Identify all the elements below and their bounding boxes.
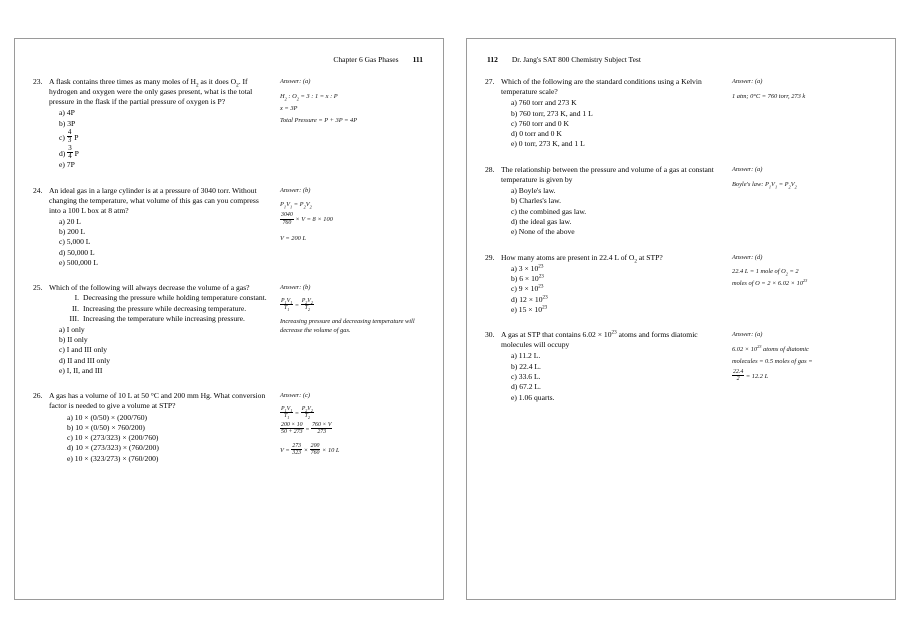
roman-text: Increasing the temperature while increasing pressure. (83, 313, 245, 323)
answer-label: Answer: (a) (732, 331, 763, 339)
answer-choice[interactable]: b) Charles's law. (511, 196, 562, 206)
question-block (35, 283, 423, 376)
question-number: 30. (485, 330, 495, 340)
answer-choice[interactable]: d) $\frac{3}{4}$ P (59, 143, 79, 160)
question-column (487, 330, 724, 403)
answer-work-line: $\frac{3040}{760}$ × V = 8 × 100 (281, 212, 333, 226)
roman-text: Increasing the pressure while decreasing temperature. (83, 303, 247, 313)
answer-work-line: Boyle's law: $P_1V_1 = P_2V_2$ (732, 180, 797, 189)
answer-choice-list (49, 325, 272, 377)
answer-label: Answer: (a) (280, 78, 311, 85)
answer-choice[interactable]: b) 22.4 L. (511, 361, 541, 371)
answer-choice[interactable]: d) II and III only (59, 355, 111, 365)
question-block (35, 391, 423, 464)
answer-choice[interactable]: a) I only (59, 324, 85, 334)
answer-choice[interactable]: d) 10 × (273/323) × (760/200) (67, 443, 159, 453)
question-column (35, 283, 272, 376)
roman-text: Decreasing the pressure while holding temperature constant. (83, 293, 267, 303)
question-block (35, 186, 423, 269)
question-block (35, 77, 423, 171)
answer-column (724, 77, 874, 150)
answer-label: Answer: (c) (280, 392, 310, 400)
answer-choice[interactable]: c) 5,000 L (59, 237, 91, 247)
answer-label: Answer: (b) (280, 186, 311, 194)
question-text: A gas at STP that contains $6.02 \times 10^{23}$ atoms and forms diatomic molecules will occupy (501, 329, 698, 350)
right-page (466, 38, 896, 600)
answer-choice[interactable]: b) 10 × (0/50) × 760/200) (67, 422, 145, 432)
question-block (487, 330, 875, 403)
roman-statement (65, 293, 272, 303)
answer-work-line: 1 atm; 0°C = 760 torr, 273 k (732, 92, 806, 100)
question-column (35, 391, 272, 464)
question-number: 26. (33, 391, 43, 401)
answer-choice[interactable]: e) $15 \times 10^{23}$ (511, 304, 548, 314)
answer-choice[interactable]: e) 7P (59, 160, 75, 170)
left-page-header (35, 53, 423, 67)
answer-choice[interactable]: c) 760 torr and 0 K (511, 118, 569, 128)
answer-work-line: $\frac{P_1V_1}{T_1}$ = $\frac{P_2V_2}{T_2}$ (281, 298, 313, 313)
left-page (14, 38, 444, 600)
answer-choice[interactable]: e) None of the above (511, 227, 575, 237)
answer-choice[interactable]: e) 10 × (323/273) × (760/200) (67, 453, 159, 463)
answer-choice-list (501, 351, 724, 403)
page-number: 112 (487, 55, 498, 64)
answer-work-line: $P_1V_1 = P_2V_2$ (280, 201, 312, 210)
answer-work-line: $\frac{200 \times 10}{50 + 273}$ = $\frac{760 \times V}{273}$ (281, 421, 332, 435)
answer-column (724, 165, 874, 238)
answer-choice[interactable]: e) 0 torr, 273 K, and 1 L (511, 139, 585, 149)
answer-work-line: $\frac{P_1V_1}{T_1}$ = $\frac{P_2V_2}{T_2}$ (281, 406, 313, 421)
question-text: A gas has a volume of 10 L at 50 °C and 200 mm Hg. What conversion factor is needed to give a volume at STP? (49, 391, 266, 411)
question-number: 25. (33, 283, 43, 293)
answer-label: Answer: (b) (280, 284, 311, 292)
answer-column (724, 330, 874, 403)
answer-work-line: moles of $O = 2 \times 6.02 \times 10^{23}$ (732, 278, 808, 288)
answer-label: Answer: (a) (732, 165, 763, 173)
answer-choice[interactable]: d) the ideal gas law. (511, 216, 572, 226)
answer-choice[interactable]: e) 1.06 quarts. (511, 392, 555, 402)
answer-choice-list (501, 264, 724, 316)
answer-choice-list (501, 98, 724, 150)
roman-statement (65, 314, 272, 324)
answer-column (724, 253, 874, 316)
book-title: Dr. Jang's SAT 800 Chemistry Subject Test (511, 55, 641, 64)
question-text: Which of the following will always decrease the volume of a gas? (49, 283, 250, 293)
left-question-list (35, 77, 423, 464)
chapter-title: Chapter 6 Gas Phases (333, 55, 399, 64)
question-column (35, 77, 272, 171)
answer-choice-list (49, 217, 272, 269)
answer-choice[interactable]: a) $3 \times 10^{23}$ (511, 263, 544, 273)
answer-choice[interactable]: d) 67.2 L. (511, 382, 541, 392)
answer-choice[interactable]: c) $\frac{4}{3}$ P (59, 127, 79, 145)
answer-choice[interactable]: e) I, II, and III (59, 366, 103, 375)
answer-choice[interactable]: a) 10 × (0/50) × (200/760) (67, 412, 148, 422)
answer-choice[interactable]: c) 33.6 L. (511, 371, 541, 381)
answer-choice[interactable]: e) 500,000 L (59, 258, 99, 268)
answer-choice[interactable]: a) Boyle's law. (511, 185, 556, 195)
answer-choice-list (49, 413, 272, 465)
question-text: An ideal gas in a large cylinder is at a pressure of 3040 torr. Without changing the temperature, what volume of this gas can you compress into a 100 L box at 8 atm? (49, 185, 259, 215)
question-number: 28. (485, 164, 495, 174)
answer-choice[interactable]: b) 3P (59, 118, 76, 128)
answer-choice[interactable]: a) 760 torr and 273 K (511, 98, 577, 108)
question-text: A flask contains three times as many moles of $H_2$ as it does $O_2$. If hydrogen and oxygen were the only gases present, what is the total pressure in the flask if the partial pressure of oxygen is P? (49, 77, 253, 107)
question-number: 24. (33, 185, 43, 195)
answer-column (272, 77, 422, 171)
question-block (487, 165, 875, 238)
answer-work-line: V = $\frac{273}{323}$ × $\frac{200}{760}$ × 10 L (280, 442, 340, 457)
answer-choice[interactable]: a) 20 L (59, 216, 81, 226)
question-column (487, 77, 724, 150)
answer-explanation: Increasing pressure and decreasing temperature will decrease the volume of gas. (280, 317, 415, 335)
roman-label: I. (74, 293, 79, 303)
answer-work-line: V = 200 L (280, 234, 307, 242)
answer-column (272, 391, 422, 464)
page-number: 111 (412, 55, 423, 64)
answer-work-line: $H_2$ : $O_2 = 3$ : 1 = x : P (280, 92, 338, 102)
right-question-list (487, 77, 875, 403)
question-number: 23. (33, 77, 43, 86)
question-number: 27. (485, 77, 495, 86)
question-text: Which of the following are the standard conditions using a Kelvin temperature scale? (501, 77, 702, 97)
question-text: How many atoms are present in 22.4 L of $O_2$ at STP? (501, 252, 663, 265)
answer-choice[interactable]: d) 0 torr and 0 K (511, 129, 562, 139)
roman-label: II. (72, 303, 79, 313)
question-column (487, 165, 724, 238)
answer-choice[interactable]: b) $6 \times 10^{23}$ (511, 273, 544, 283)
answer-column (272, 186, 422, 269)
question-column (487, 253, 724, 316)
question-column (35, 186, 272, 269)
answer-choice[interactable]: c) $9 \times 10^{23}$ (511, 283, 544, 294)
right-page-header (487, 53, 875, 67)
roman-statement-list (49, 293, 272, 323)
answer-work-line: $\frac{22.4}{2}$ = 12.2 L (733, 368, 769, 383)
answer-choice[interactable]: b) II only (59, 335, 88, 345)
question-block (487, 253, 875, 316)
answer-label: Answer: (d) (732, 253, 763, 261)
roman-statement (65, 304, 272, 314)
answer-choice-list (49, 108, 272, 170)
answer-choice[interactable]: a) 4P (59, 108, 75, 118)
answer-work-line: $6.02 \times 10^{23}$ atoms of diatomic (732, 343, 809, 354)
answer-work-line: molecules = 0.5 moles of gas = (732, 358, 813, 365)
answer-work-line: x = 3P (280, 104, 298, 112)
answer-choice[interactable]: c) I and III only (59, 345, 108, 355)
answer-choice[interactable]: d) $12 \times 10^{23}$ (511, 294, 548, 304)
answer-choice-list (501, 186, 724, 238)
answer-choice[interactable]: b) 760 torr, 273 K, and 1 L (511, 108, 593, 118)
question-number: 29. (485, 252, 495, 262)
answer-choice[interactable]: b) 200 L (59, 227, 86, 237)
roman-label: III. (69, 313, 79, 323)
question-block (487, 77, 875, 150)
answer-label: Answer: (a) (732, 78, 763, 85)
answer-work-line: 22.4 L = 1 mole of $O_2 = 2$ (732, 268, 799, 277)
answer-choice[interactable]: a) 11.2 L. (511, 351, 541, 361)
answer-choice[interactable]: d) 50,000 L (59, 247, 95, 257)
question-text: The relationship between the pressure and volume of a gas at constant temperature is given by (501, 164, 714, 184)
answer-work-line: Total Pressure = P + 3P = 4P (280, 116, 358, 124)
answer-column (272, 283, 422, 376)
answer-choice[interactable]: c) 10 × (273/323) × (200/760) (67, 433, 159, 443)
answer-choice[interactable]: c) the combined gas law. (511, 206, 587, 216)
